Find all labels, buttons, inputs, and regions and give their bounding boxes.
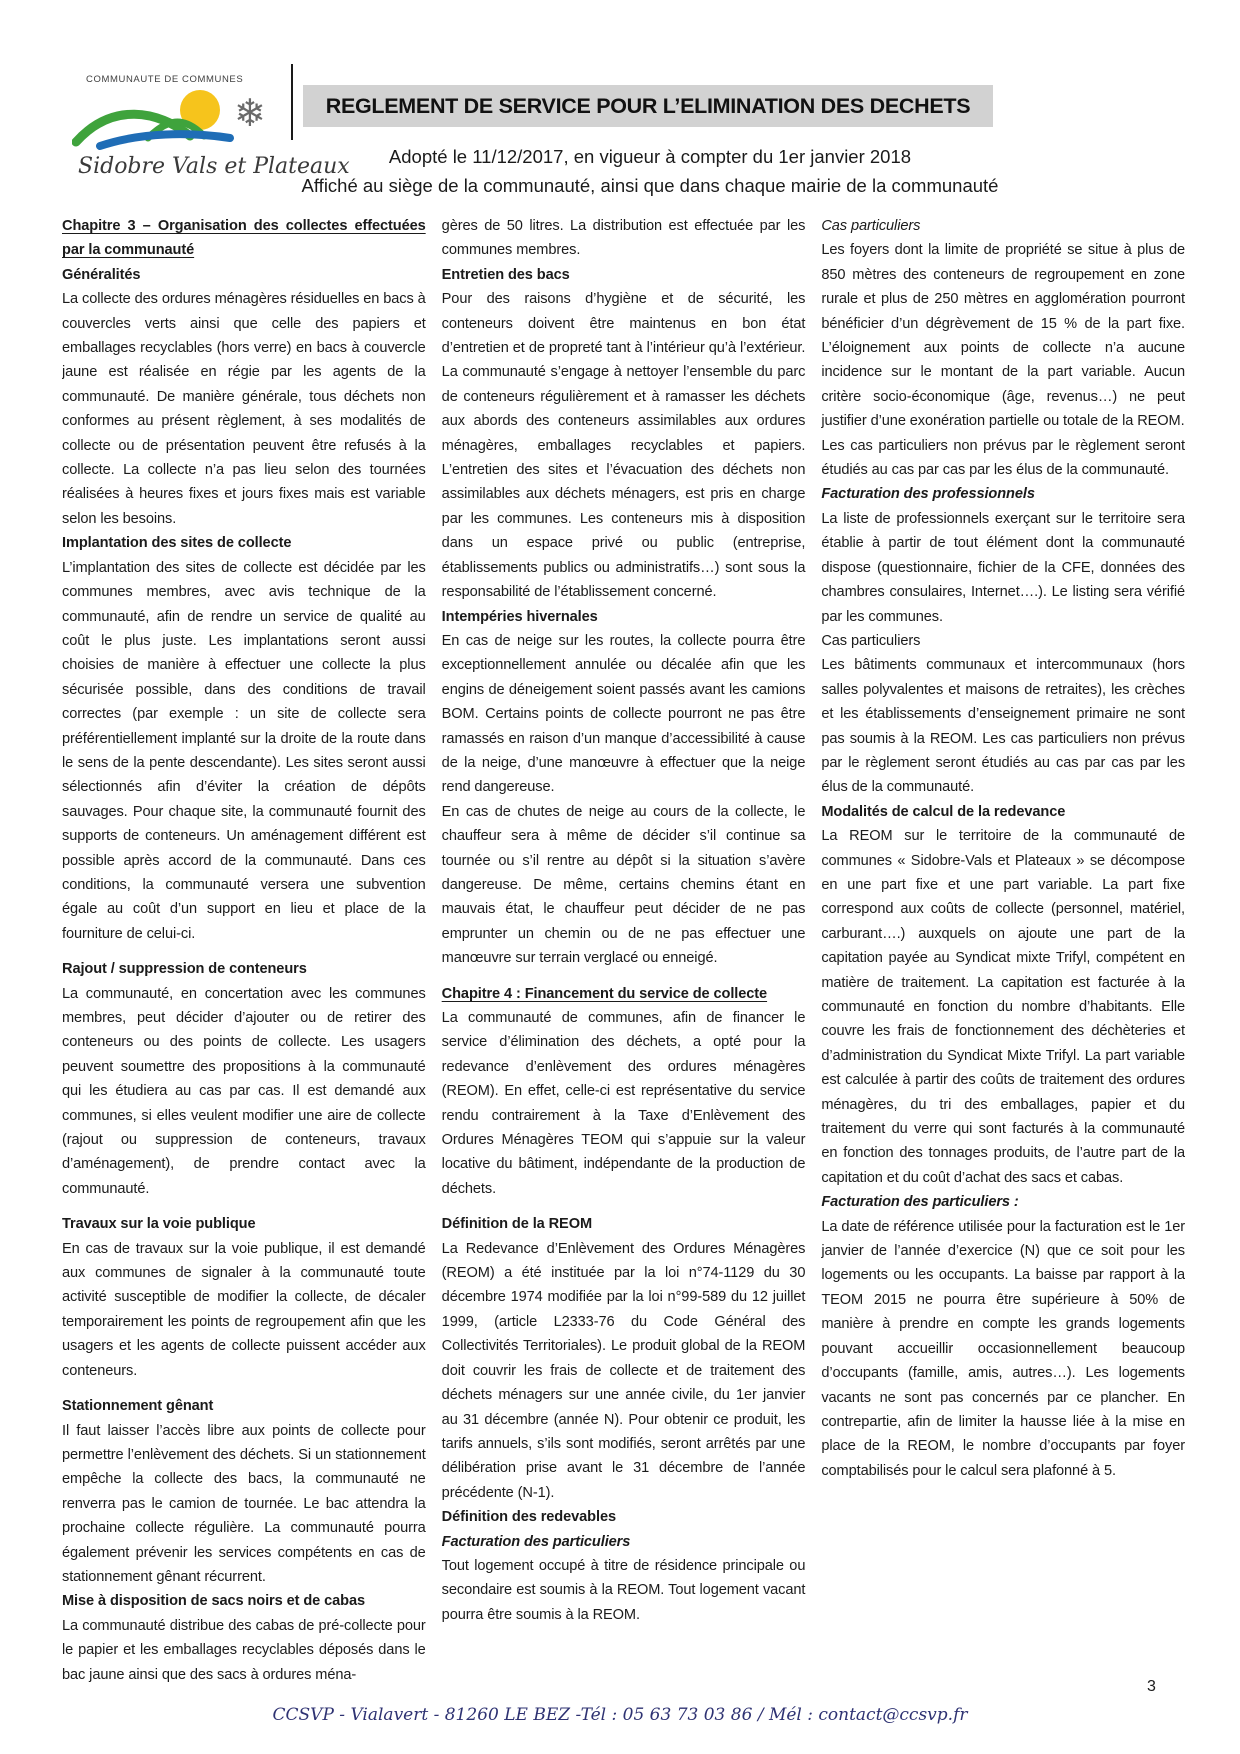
- section-heading: Mise à disposition de sacs noirs et de cabas: [62, 1593, 365, 1610]
- section-heading: Intempéries hivernales: [441, 608, 598, 625]
- community-logo: [72, 74, 350, 179]
- subsection-heading: Facturation des particuliers: [441, 1533, 631, 1550]
- paragraph: Il faut laisser l’accès libre aux points de collecte pour permettre l’enlèvement des déchets. Si un stationnement empêche la collecte des bacs, la communauté ne renverra pas le camion de tournée. Le bac attendra la prochaine collecte régulière. La communauté pourra également prévenir les services compétents en cas de stationnement gênant récurrent.: [62, 1422, 426, 1585]
- section-heading: Définition des redevables: [441, 1509, 616, 1526]
- header-divider: [291, 64, 293, 140]
- paragraph: La date de référence utilisée pour la facturation est le 1er janvier de l’année d’exercice (N) que ce soit pour les logements ou les occupants. La baisse par rapport à la TEOM 2015 ne pourra être supérieure à 50% de manière à prendre en compte les grands logements pouvant accueillir occasionnellement beaucoup d’occupants (famille, amis, autres…). Les logements vacants ne sont pas concernés par ce plancher. En contrepartie, afin de limiter la hausse liée à la mise en place de la REOM, le nombre d’occupants par foyer comptabilisés pour le calcul sera plafonné à 5.: [821, 1218, 1185, 1479]
- display-line: Affiché au siège de la communauté, ainsi que dans chaque mairie de la communauté: [301, 175, 999, 196]
- section-heading: Modalités de calcul de la redevance: [821, 803, 1066, 820]
- adoption-line: Adopté le 11/12/2017, en vigueur à compter du 1er janvier 2018: [388, 146, 912, 167]
- paragraph: L’implantation des sites de collecte est décidée par les communes membres, avec avis technique de la communauté, afin de rendre un service de qualité au coût le plus juste. Les implantations seront aussi choisies de manière à effectuer une collecte la plus sécurisée possible, dans des conditions de travail correctes (par exemple : un site de collecte sera préférentiellement implanté sur la droite de la route dans le sens de la pente descendante). Les sites seront aussi sélectionnés afin d’éviter la création de dépôts sauvages. Pour chaque site, la communauté fournit des supports de conteneurs. Un aménagement différent est possible après accord de la communauté. Dans ces conditions, la communauté versera une subvention égale au coût d’un support en lieu et place de la fourniture de celui-ci.: [62, 559, 426, 942]
- paragraph: La communauté de communes, afin de financer le service d’élimination des déchets, a opté pour la redevance d’enlèvement des ordures ménagères (REOM). En effet, celle-ci est représentative du service rendu contrairement à la Taxe d’Enlèvement des Ordures Ménagères TEOM qui s’appuie sur la valeur locative du bâtiment, indépendante de la production de déchets.: [441, 1010, 806, 1197]
- paragraph: La collecte des ordures ménagères résiduelles en bacs à couvercles verts ainsi que celle des papiers et emballages recyclables (hors verre) en bacs à couvercle jaune est réalisée en régie par les agents de la communauté. De manière générale, tous déchets non conformes au présent règlement, à ses modalités de collecte ou de présentation peuvent être refusés à la collecte. La collecte n’a pas lieu selon des tournées réalisées à heures fixes et jours fixes mais est variable selon les besoins.: [62, 291, 426, 527]
- logo-org-name: COMMUNAUTE DE COMMUNES: [86, 74, 244, 85]
- logo-artwork: [72, 86, 286, 152]
- document-body: [62, 214, 1185, 1714]
- paragraph: Les foyers dont la limite de propriété se situe à plus de 850 mètres des conteneurs de regroupement en zone rurale et plus de 250 mètres en agglomération pourront bénéficier d’un dégrèvement de 15 % de la part fixe. L’éloignement aux points de collecte n’a aucune incidence sur le montant de la part variable. Aucun critère socio-économique (âge, revenus…) ne peut justifier d’une exonération partielle ou totale de la REOM.: [821, 242, 1185, 430]
- chapter-heading: Chapitre 4 : Financement du service de collecte: [441, 985, 768, 1002]
- paragraph: Pour des raisons d’hygiène et de sécurité, les conteneurs doivent être maintenus en bon état d’entretien et de propreté tant à l’intérieur qu’à l’extérieur. La communauté s’engage à nettoyer l’ensemble du parc de conteneurs régulièrement et à ramasser les déchets aux abords des conteneurs assimilables aux ordures ménagères, emballages recyclables et papiers. L’entretien des sites et l’évacuation des déchets non assimilables aux déchets ménagers, est pris en charge par les communes. Les conteneurs mis à disposition dans un espace privé ou public (entreprise, établissements publics ou administratifs…) sont sous la responsabilité de l’établissement concerné.: [441, 291, 806, 601]
- snowflake-icon: ❄: [234, 93, 266, 135]
- section-heading: Définition de la REOM: [441, 1216, 593, 1233]
- paragraph: En cas de neige sur les routes, la collecte pourra être exceptionnellement annulée ou décalée afin que les engins de déneigement soient passés avant les camions BOM. Certains points de collecte pourront ne pas être ramassés en raison d’un manque d’accessibilité à cause de la neige, d’une manœuvre à effectuer que la neige rend dangereuse.: [441, 632, 806, 796]
- subsection-heading: Facturation des particuliers :: [821, 1194, 1019, 1211]
- section-heading: Travaux sur la voie publique: [62, 1216, 256, 1233]
- sub-heading: Cas particuliers: [821, 632, 921, 649]
- section-heading: Entretien des bacs: [441, 266, 570, 283]
- paragraph: Tout logement occupé à titre de résidence principale ou secondaire est soumis à la REOM. Tout logement vacant pourra être soumis à la REOM.: [441, 1557, 806, 1623]
- document-title: REGLEMENT DE SERVICE POUR L’ELIMINATION DES DECHETS: [325, 93, 971, 118]
- paragraph: En cas de chutes de neige au cours de la collecte, le chauffeur sera à même de décider s’il continue sa tournée ou s’il rentre au dépôt si la situation s’avère dangereuse. De même, certains chemins étant en mauvais état, le chauffeur peut décider de ne pas emprunter un chemin ou de ne pas effectuer une manœuvre sur terrain verglacé ou enneigé.: [441, 803, 806, 967]
- section-heading: Implantation des sites de collecte: [62, 535, 292, 552]
- footer-contact: CCSVP - Vialavert - 81260 LE BEZ -Tél : 05 63 73 03 86 / Mél : contact@ccsvp.fr: [272, 1705, 968, 1725]
- column-1: [62, 214, 426, 1714]
- paragraph: Les bâtiments communaux et intercommunaux (hors salles polyvalentes et maisons de retraites), les crèches et les établissements d’enseignement primaire ne sont pas soumis à la REOM. Les cas particuliers non prévus par le règlement seront étudiés au cas par cas par les élus de la communauté.: [821, 657, 1185, 796]
- paragraph: La Redevance d’Enlèvement des Ordures Ménagères (REOM) a été instituée par la loi n°74-1129 du 30 décembre 1974 modifiée par la loi n°99-589 du 12 juillet 1999, (article L2333-76 du Code Général des Collectivités Territoriales). Le produit global de la REOM doit couvrir les frais de collecte et de traitement des déchets ménagers sur une année civile, du 1er janvier au 31 décembre (année N). Pour obtenir ce produit, les tarifs annuels, s’ils sont modifiés, seront arrêtés par une délibération prise avant le 31 décembre de l’année précédente (N-1).: [441, 1240, 806, 1501]
- section-heading: Stationnement gênant: [62, 1398, 214, 1415]
- paragraph: La REOM sur le territoire de la communauté de communes « Sidobre-Vals et Plateaux » se décompose en une part fixe et une part variable. La part fixe correspond aux coûts de collecte (personnel, matériel, carburant….) auxquels on ajoute une part de la capitation payée au Syndicat mixte Trifyl, compétent en matière de traitement. La capitation est facturée à la communauté en fonction du nombre d’habitants. Elle couvre les frais de fonctionnement des déchèteries et d’administration du Syndicat Mixte Trifyl. La part variable est calculée à partir des coûts de traitement des ordures ménagères, du tri des emballages, papier et du traitement du verre qui sont facturés à la communauté en fonction des tonnages produits, de l’autre part de la capitation et du coût d’achat des sacs et cabas.: [821, 828, 1185, 1186]
- paragraph: gères de 50 litres. La distribution est effectuée par les communes membres.: [441, 218, 806, 259]
- logo-script-name: Sidobre Vals et Plateaux: [78, 154, 350, 179]
- paragraph: En cas de travaux sur la voie publique, il est demandé aux communes de signaler à la communauté toute activité susceptible de modifier la collecte, de décaler temporairement les points de regroupement afin que les usagers et les agents de collecte puissent accéder aux conteneurs.: [62, 1240, 426, 1379]
- paragraph: La communauté distribue des cabas de pré-collecte pour le papier et les emballages recyclables déposés dans le bac jaune ainsi que des sacs à ordures ména-: [62, 1617, 426, 1683]
- paragraph: Les cas particuliers non prévus par le règlement seront étudiés au cas par cas par les élus de la communauté.: [821, 437, 1185, 479]
- section-heading: Rajout / suppression de conteneurs: [62, 961, 307, 978]
- italic-heading: Cas particuliers: [821, 218, 921, 234]
- paragraph: La communauté, en concertation avec les communes membres, peut décider d’ajouter ou de retirer des conteneurs ou des points de collecte. Les usagers peuvent soumettre des propositions à la communauté qui les étudiera au cas par cas. Il est demandé aux communes, si elles veulent modifier une aire de collecte (rajout ou suppression de conteneurs, travaux d’aménagement), de prendre contact avec la communauté.: [62, 985, 426, 1197]
- river-icon: [100, 134, 230, 146]
- paragraph: La liste de professionnels exerçant sur le territoire sera établie à partir de tout élément dont la communauté dispose (questionnaire, fichier de la CFE, données des chambres consulaires, Internet….). Le listing sera vérifié par les communes.: [821, 510, 1185, 625]
- document-title-banner: [303, 85, 993, 127]
- subsection-heading: Facturation des professionnels: [821, 486, 1035, 503]
- section-heading: Généralités: [62, 266, 141, 283]
- column-3: [821, 214, 1185, 1714]
- column-2: [442, 214, 806, 1714]
- chapter-heading: Chapitre 3 – Organisation des collectes effectuées par la communauté: [62, 218, 426, 259]
- page-number: 3: [1147, 1678, 1156, 1695]
